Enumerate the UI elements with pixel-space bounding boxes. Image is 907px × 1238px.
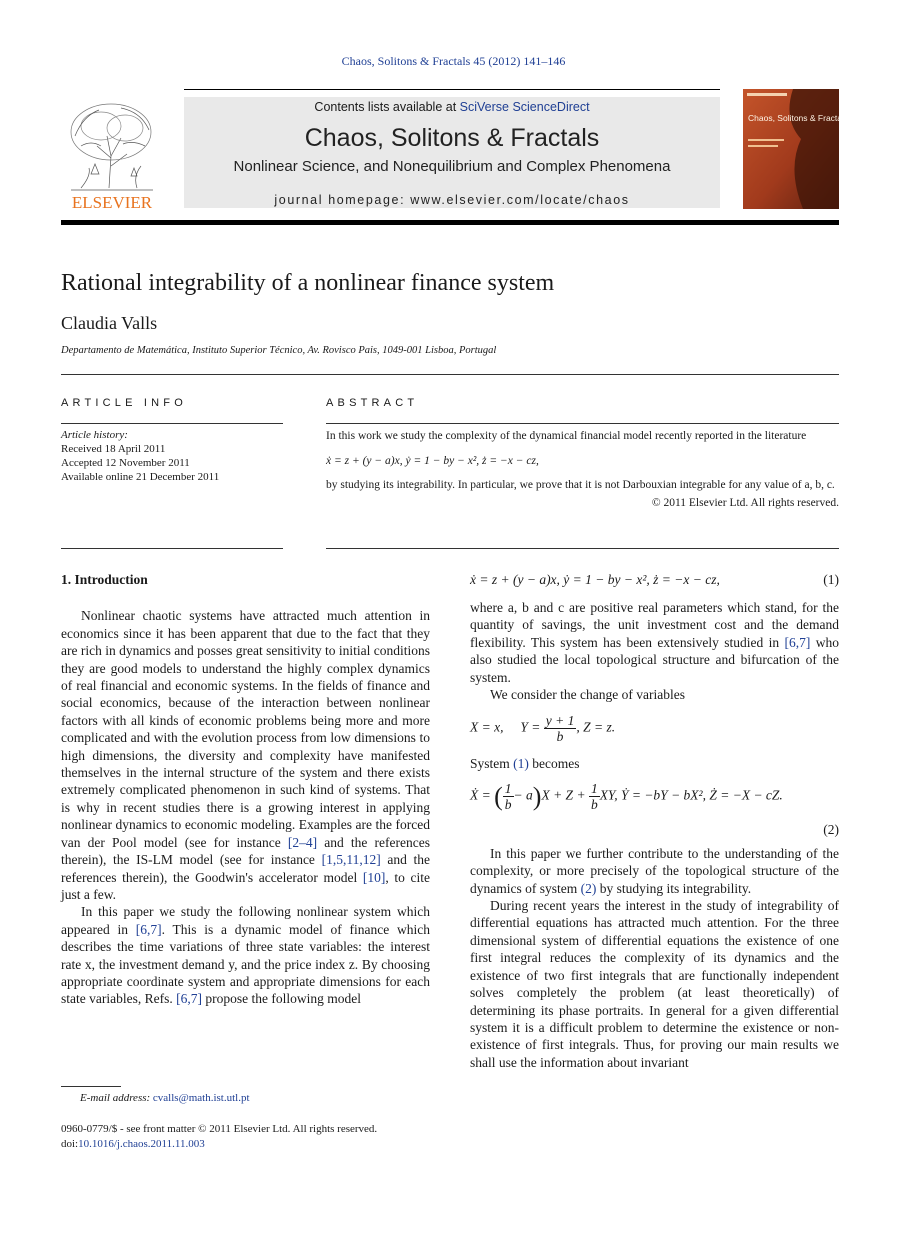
ref-link[interactable]: [1,5,11,12] bbox=[321, 852, 381, 868]
intro-paragraph-1: Nonlinear chaotic systems have attracted much attention in economics since it has been apparent that due to the fact that they are rich in dynamics and posses great sensitivity to initial conditions they are good models to understand the highly complex dynamics of real financial and economic systems. In the fields of finance and social economics, because of the interaction between nonlinear factors with all kinds of economic problems being more and more complicated and with the evolution process from low dimensions to high dimensions, the diversity and complexity have manifested themselves in the internal structure of the system and there exists extremely complicated phenomenon in such kind of systems. That is why in recent studies there is a growing interest in applying nonlinear dynamics to economic modeling. Examples are the forced van der Pool model (see for instance [2–4] and the references therein), the IS-LM model (see for instance [1,5,11,12] and the references therein), the Goodwin's accelerator model [10], to cite just a few. bbox=[61, 608, 431, 902]
equation-2: Ẋ = ( $\frac{1}{b}$ − a)X + Z + $\frac{1}{b}$ XY, Ẏ = −bY − bX², Ż = −X − cZ. (2) bbox=[470, 780, 839, 837]
author-affiliation: Departamento de Matemática, Instituto Superior Técnico, Av. Rovisco Pais, 1049-001 Lisboa, Portugal bbox=[61, 345, 497, 356]
article-info-heading: ARTICLE INFO bbox=[61, 397, 187, 409]
section-heading-introduction: 1. Introduction bbox=[61, 572, 148, 587]
ref-link[interactable]: [6,7] bbox=[784, 634, 811, 650]
issn-doi-block bbox=[61, 1122, 377, 1151]
abstract-body bbox=[326, 428, 839, 511]
doi-line: doi:10.1016/j.chaos.2011.11.003 bbox=[61, 1137, 205, 1150]
journal-title: Chaos, Solitons & Fractals bbox=[304, 124, 600, 152]
journal-masthead bbox=[184, 97, 720, 208]
paragraph-contribution: In this paper we further contribute to the understanding of the complexity, or more precisely of the topological structure of the dynamics of system (2) by studying its integrability. bbox=[470, 845, 839, 896]
ref-link[interactable]: [2–4] bbox=[287, 834, 318, 850]
article-author: Claudia Valls bbox=[61, 313, 158, 333]
masthead-bottom-rule bbox=[61, 220, 839, 225]
elsevier-wordmark: ELSEVIER bbox=[71, 193, 153, 212]
paragraph-system-becomes: System (1) becomes bbox=[470, 756, 580, 772]
paragraph-change-variables: We consider the change of variables bbox=[490, 687, 685, 703]
author-email-link[interactable]: cvalls@math.ist.utl.pt bbox=[152, 1092, 250, 1104]
article-info-rule-bottom bbox=[61, 548, 283, 549]
abstract-heading: ABSTRACT bbox=[326, 397, 419, 409]
article-history bbox=[61, 428, 219, 484]
doi-link[interactable]: 10.1016/j.chaos.2011.11.003 bbox=[78, 1137, 205, 1150]
paragraph-parameters: where a, b and c are positive real parameters which stand, for the quantity of savings, the unit investment cost and the demand flexibility. This system has been extensively studied in [6,7] who also studied the local topological structure and bifurcation of the system. bbox=[470, 600, 840, 685]
journal-subtitle: Nonlinear Science, and Nonequilibrium and Complex Phenomena bbox=[233, 158, 671, 175]
equation-1: ẋ = z + (y − a)x, ẏ = 1 − by − x², ż = −x − cz, (1) bbox=[470, 572, 839, 587]
body-column-right bbox=[470, 571, 839, 1071]
journal-citation[interactable]: Chaos, Solitons & Fractals 45 (2012) 141–146 bbox=[341, 54, 566, 68]
abstract-paragraph-1: In this work we study the complexity of the dynamical financial model recently reported in the literature bbox=[326, 430, 807, 442]
journal-homepage[interactable]: journal homepage: www.elsevier.com/locate/chaos bbox=[274, 193, 630, 207]
equation-number: (1) bbox=[823, 572, 839, 587]
abstract-rule-top bbox=[326, 423, 839, 424]
abstract-rule-bottom bbox=[326, 548, 839, 549]
journal-cover-image bbox=[743, 89, 839, 209]
paragraph-integrability: During recent years the interest in the study of integrability of differential equations has attracted much attention. For the three dimensional system of differential equations the existence of one first integral reduces the complexity of its dynamics and the existence of two first integrals that are functionally independent solves completely the problem (at least theoretically) of determining its phase portraits. In general for a given differential system it is a difficult problem to determine the existence or non-existence of first integrals. Thus, for proving our main results we shall use the information about invariant bbox=[470, 898, 839, 1070]
abstract-paragraph-2: by studying its integrability. In particular, we prove that it is not Darbouxian integrable for any value of a, b, c. bbox=[326, 479, 835, 491]
ref-link[interactable]: (2) bbox=[580, 880, 597, 896]
online-date: Available online 21 December 2011 bbox=[61, 471, 220, 483]
author-email-footnote: E-mail address: cvalls@math.ist.utl.pt bbox=[80, 1092, 250, 1104]
received-date: Received 18 April 2011 bbox=[61, 443, 166, 455]
footnote-rule bbox=[61, 1086, 121, 1087]
article-info-rule-top bbox=[61, 423, 283, 424]
cover-title-text: Chaos, Solitons & Fractals bbox=[748, 113, 839, 123]
journal-cover-icon bbox=[743, 89, 839, 209]
ref-link[interactable]: [6,7] bbox=[176, 991, 202, 1007]
ref-link[interactable]: [10] bbox=[362, 869, 386, 885]
equation-number: (2) bbox=[823, 821, 839, 837]
accepted-date: Accepted 12 November 2011 bbox=[61, 457, 190, 469]
elsevier-tree-icon bbox=[61, 96, 163, 212]
abstract-equation: ẋ = z + (y − a)x, ẏ = 1 − by − x², ż = −x − cz, bbox=[326, 454, 539, 467]
ref-link[interactable]: [6,7] bbox=[135, 921, 162, 937]
intro-paragraph-2: In this paper we study the following nonlinear system which appeared in [6,7]. This is a dynamic model of finance which describes the time variations of three state variables: the interest rate x, the investment demand y, and the price index z. By choosing appropriate coordinate system and appropriate dimensions for each state variables, Refs. [6,7] propose the following model bbox=[61, 904, 430, 1007]
ref-link[interactable]: (1) bbox=[513, 756, 529, 772]
masthead-top-rule bbox=[184, 89, 720, 90]
issn-line: 0960-0779/$ - see front matter © 2011 Elsevier Ltd. All rights reserved. bbox=[61, 1123, 378, 1135]
contents-available: Contents lists available at SciVerse ScienceDirect bbox=[314, 100, 590, 114]
elsevier-logo bbox=[61, 96, 163, 212]
equation-change-of-variables: X = x, Y = $\frac{y + 1}{b}$ , Z = z. bbox=[470, 713, 616, 745]
body-column-left bbox=[61, 571, 430, 1008]
sciencedirect-link[interactable]: SciVerse ScienceDirect bbox=[459, 100, 590, 114]
abstract-copyright: © 2011 Elsevier Ltd. All rights reserved. bbox=[651, 496, 839, 509]
title-divider bbox=[61, 374, 839, 375]
article-title: Rational integrability of a nonlinear finance system bbox=[61, 270, 555, 296]
history-label: Article history: bbox=[61, 429, 128, 441]
